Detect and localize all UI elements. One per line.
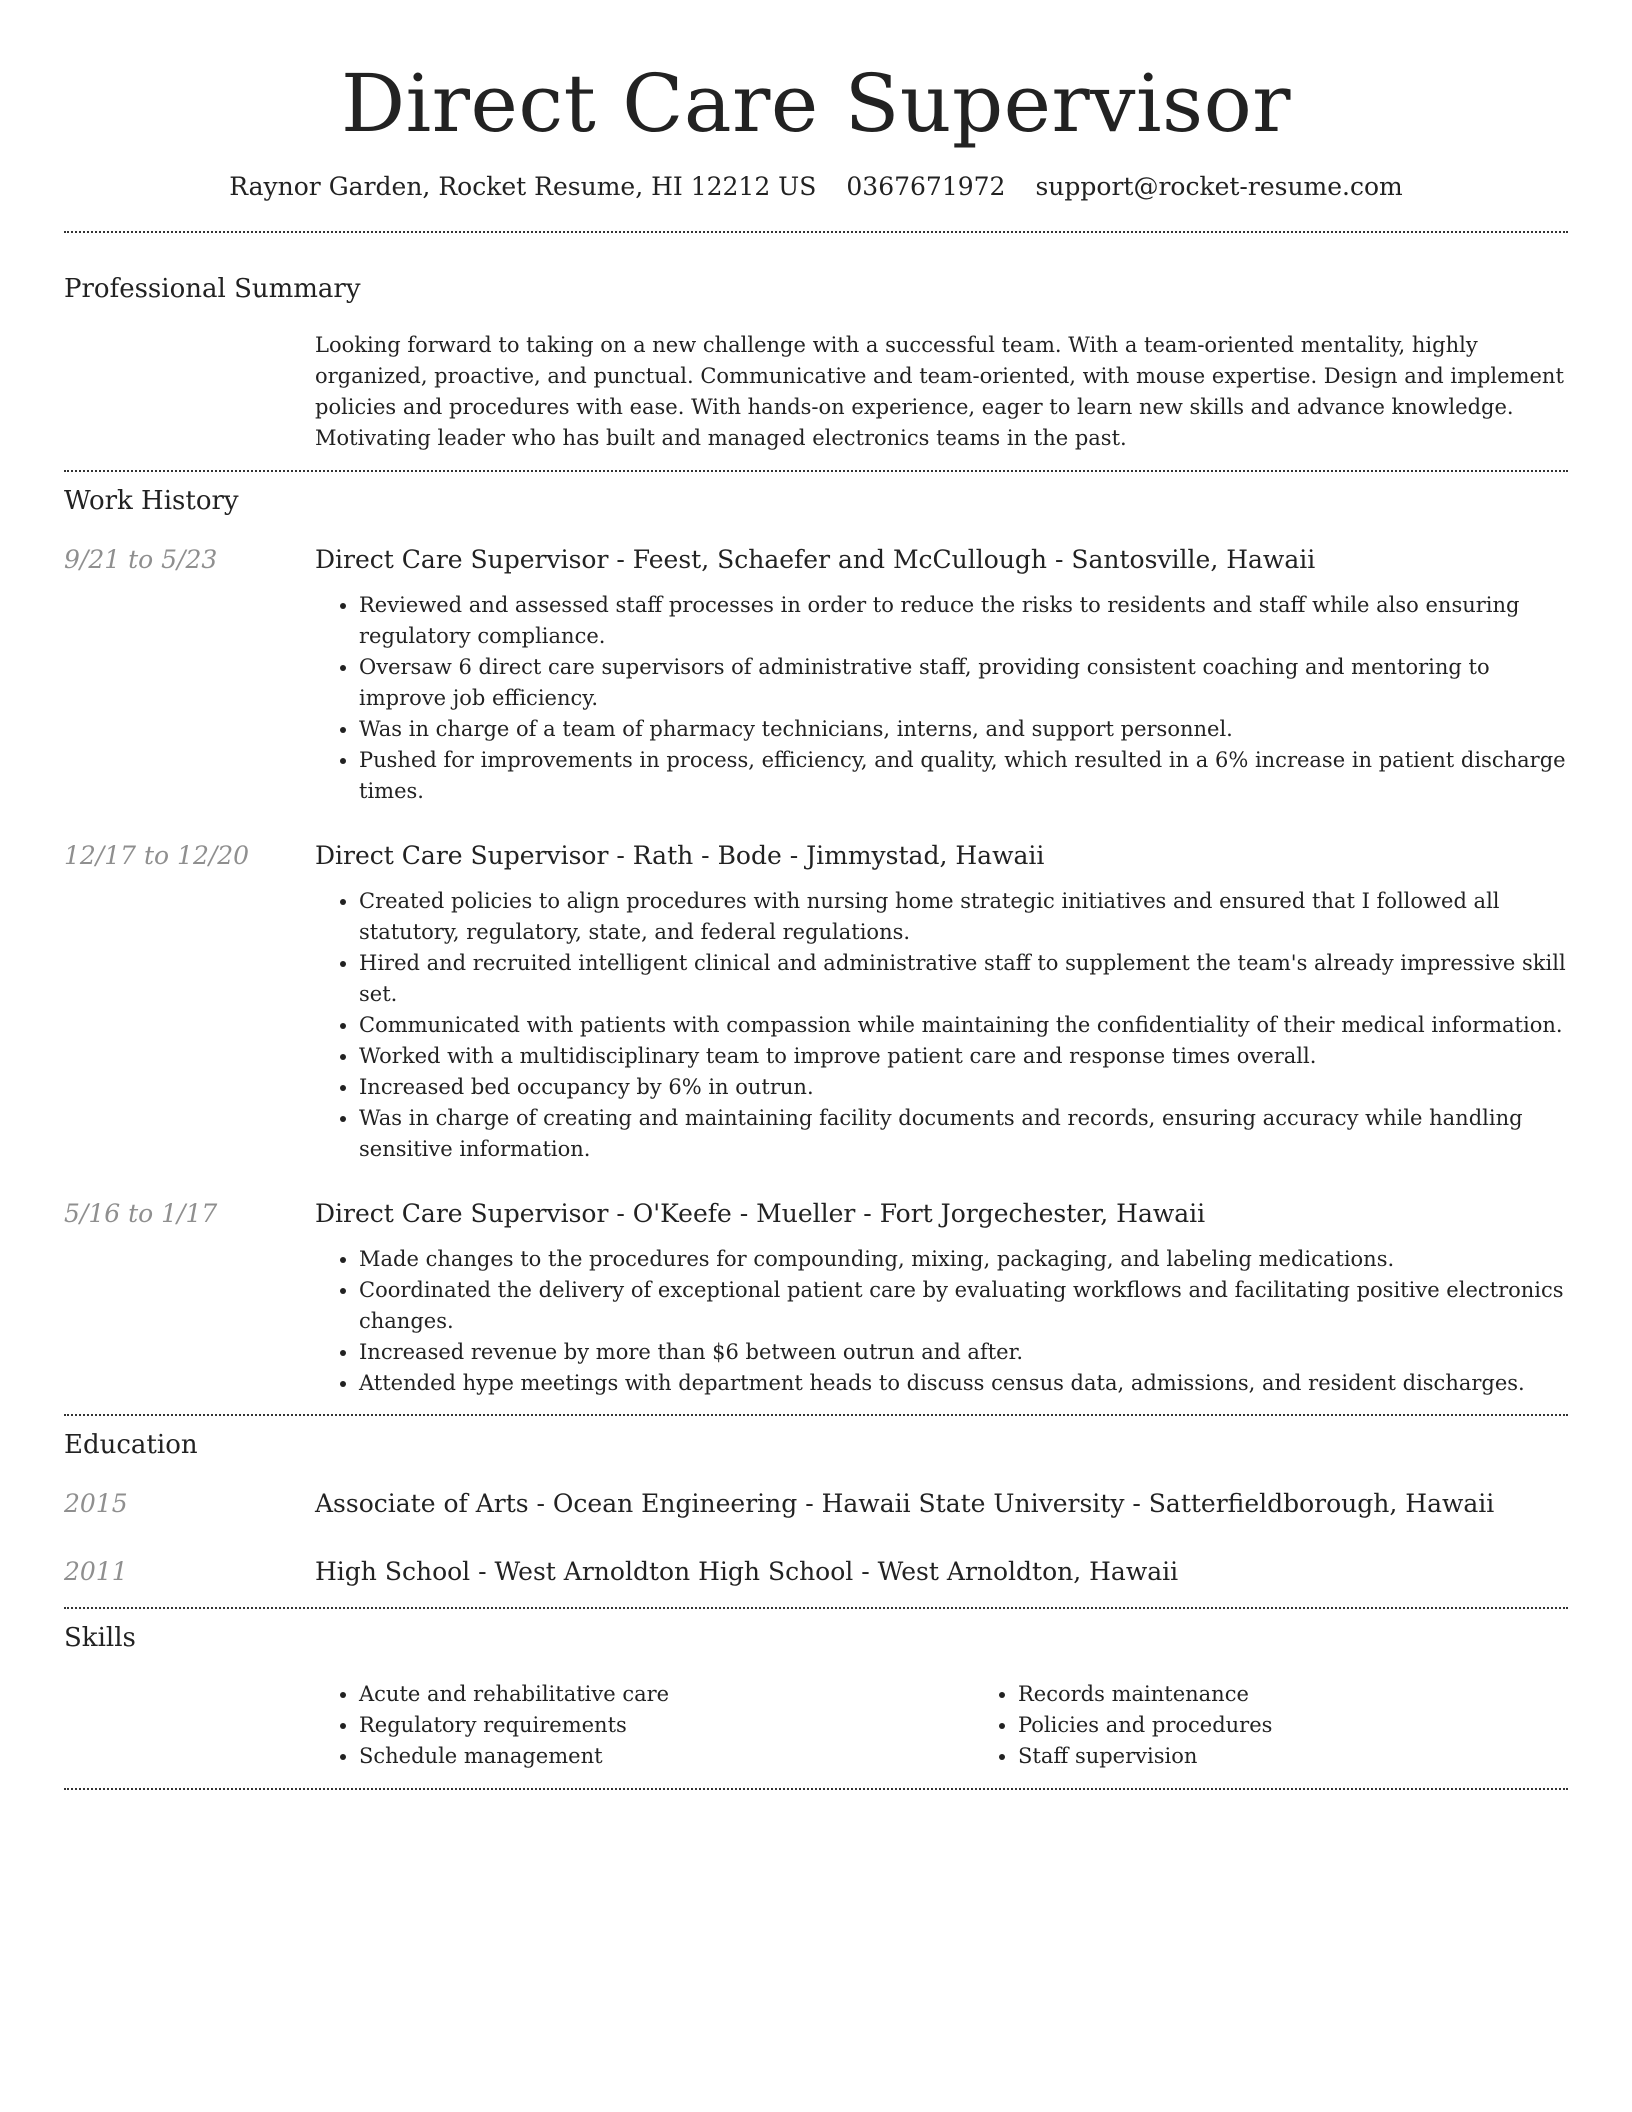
skill-item: • Policies and procedures — [1018, 1710, 1632, 1741]
job-entry — [64, 543, 1568, 807]
section-title-skills: Skills — [64, 1623, 136, 1653]
job-heading: Direct Care Supervisor - O'Keefe - Mueller - Fort Jorgechester, Hawaii — [315, 1199, 1206, 1228]
divider — [64, 1414, 1568, 1416]
summary-spacer — [64, 330, 315, 454]
contact-line — [64, 170, 1568, 204]
resume-page — [64, 0, 1568, 1790]
education-year: 2015 — [64, 1489, 128, 1518]
section-title-education: Education — [64, 1430, 198, 1460]
job-dates: 12/17 to 12/20 — [64, 841, 250, 870]
job-bullet: • Was in charge of creating and maintaining facility documents and records, ensuring accuracy while handling sensitive information. — [359, 1103, 1568, 1165]
job-bullet: • Communicated with patients with compassion while maintaining the confidentiality of their medical information. — [359, 1010, 1568, 1041]
section-title-summary: Professional Summary — [64, 274, 361, 304]
divider — [64, 1607, 1568, 1609]
job-bullet: • Was in charge of a team of pharmacy technicians, interns, and support personnel. — [359, 714, 1568, 745]
education-entry — [64, 1555, 1568, 1589]
job-bullets — [315, 590, 1568, 807]
job-bullet: • Pushed for improvements in process, efficiency, and quality, which resulted in a 6% increase in patient discharge times. — [359, 745, 1568, 807]
section-title-work-history: Work History — [64, 486, 239, 516]
job-bullet: • Coordinated the delivery of exceptional patient care by evaluating workflows and facilitating positive electronics changes. — [359, 1275, 1568, 1337]
skills-spacer — [64, 1679, 315, 1772]
resume-name: Direct Care Supervisor — [341, 57, 1291, 150]
summary-row — [64, 330, 1568, 454]
job-bullet: • Made changes to the procedures for compounding, mixing, packaging, and labeling medications. — [359, 1244, 1568, 1275]
contact-address: Raynor Garden, Rocket Resume, HI 12212 US — [229, 172, 817, 201]
job-bullet: • Created policies to align procedures with nursing home strategic initiatives and ensured that I followed all statutory, regulatory, state, and federal regulations. — [359, 886, 1568, 948]
divider — [64, 470, 1568, 472]
skill-item: • Records maintenance — [1018, 1679, 1632, 1710]
job-entry — [64, 1197, 1568, 1399]
job-bullet: • Increased bed occupancy by 6% in outrun. — [359, 1072, 1568, 1103]
job-dates: 5/16 to 1/17 — [64, 1199, 218, 1228]
job-bullet: • Oversaw 6 direct care supervisors of administrative staff, providing consistent coaching and mentoring to improve job efficiency. — [359, 652, 1568, 714]
skill-item: • Acute and rehabilitative care — [359, 1679, 974, 1710]
divider — [64, 1788, 1568, 1790]
contact-phone: 0367671972 — [846, 172, 1006, 201]
skill-item: • Schedule management — [359, 1741, 974, 1772]
education-year: 2011 — [64, 1557, 128, 1586]
job-entry — [64, 839, 1568, 1165]
job-bullet: • Increased revenue by more than $6 between outrun and after. — [359, 1337, 1568, 1368]
divider — [64, 231, 1568, 233]
job-bullets — [315, 1244, 1568, 1399]
summary-text: Looking forward to taking on a new challenge with a successful team. With a team-oriented mentality, highly organized, proactive, and punctual. Communicative and team-oriented, with mouse expertise. Design and implement policies and procedures with ease. With hands-on experience, eager to learn new skills and advance knowledge. Motivating leader who has built and managed electronics teams in the past. — [315, 333, 1564, 450]
contact-email: support@rocket-resume.com — [1035, 172, 1403, 201]
job-bullet: • Worked with a multidisciplinary team to improve patient care and response times overall. — [359, 1041, 1568, 1072]
skill-item: • Staff supervision — [1018, 1741, 1632, 1772]
education-heading: Associate of Arts - Ocean Engineering - Hawaii State University - Satterfieldborough, Hawaii — [315, 1489, 1495, 1518]
education-heading: High School - West Arnoldton High School - West Arnoldton, Hawaii — [315, 1557, 1179, 1586]
job-bullet: • Reviewed and assessed staff processes in order to reduce the risks to residents and staff while also ensuring regulatory compliance. — [359, 590, 1568, 652]
job-heading: Direct Care Supervisor - Rath - Bode - Jimmystad, Hawaii — [315, 841, 1045, 870]
education-entry — [64, 1487, 1568, 1521]
skills-list-right — [974, 1679, 1632, 1772]
job-bullet: • Attended hype meetings with department heads to discuss census data, admissions, and resident discharges. — [359, 1368, 1568, 1399]
job-heading: Direct Care Supervisor - Feest, Schaefer and McCullough - Santosville, Hawaii — [315, 545, 1316, 574]
job-bullet: • Hired and recruited intelligent clinical and administrative staff to supplement the team's already impressive skill set. — [359, 948, 1568, 1010]
skills-row — [64, 1679, 1568, 1772]
skills-list-left — [315, 1679, 974, 1772]
job-bullets — [315, 886, 1568, 1165]
job-dates: 9/21 to 5/23 — [64, 545, 218, 574]
skill-item: • Regulatory requirements — [359, 1710, 974, 1741]
